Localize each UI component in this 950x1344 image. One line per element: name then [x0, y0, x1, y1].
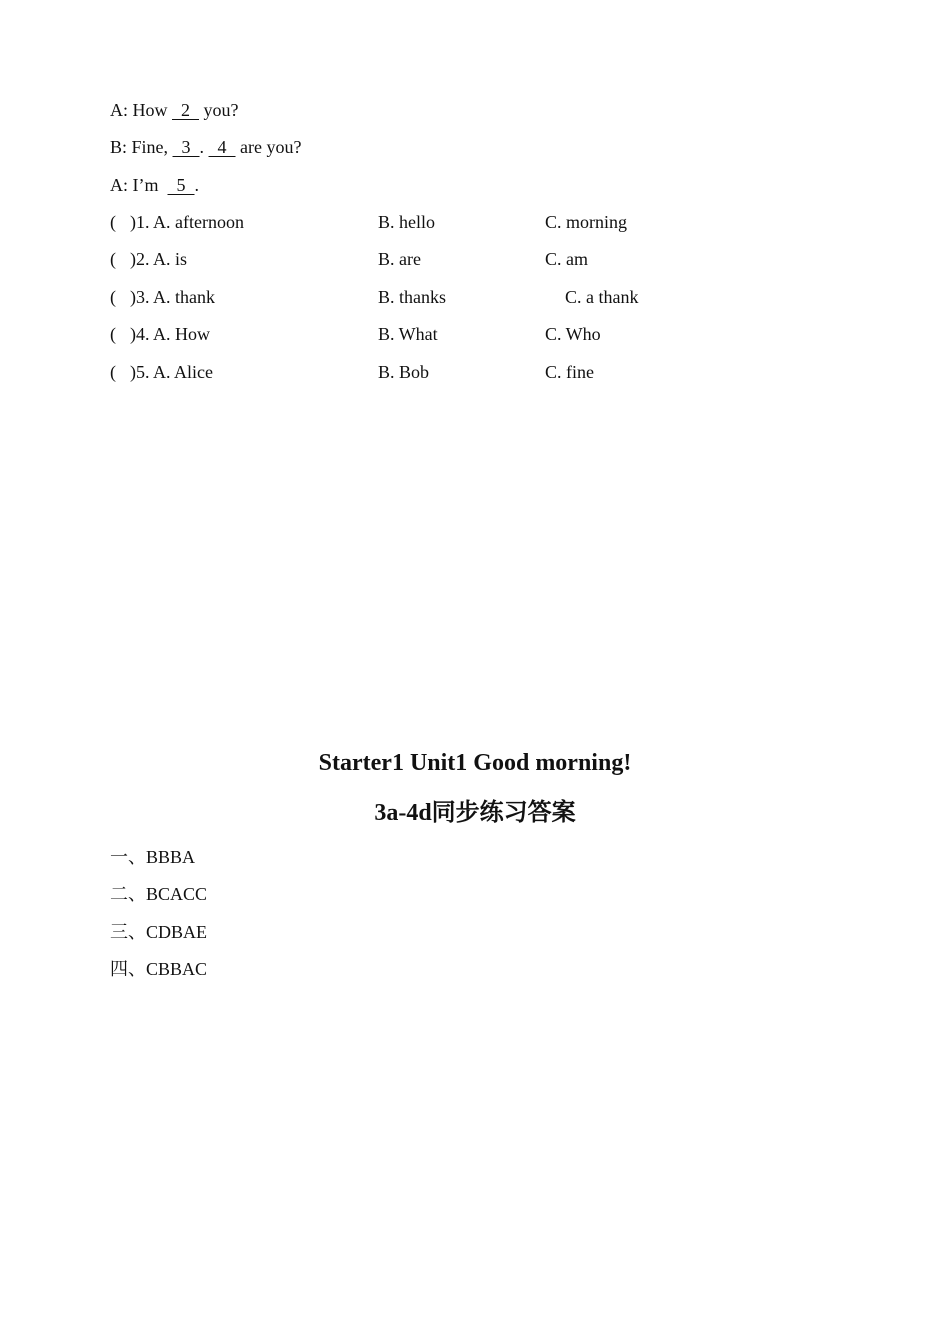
option-a: )4. A. How	[130, 324, 210, 344]
dialogue-line-2	[110, 135, 301, 159]
blank-5: 5	[167, 175, 195, 195]
question-row-4	[110, 322, 750, 346]
option-c: C. morning	[545, 212, 628, 232]
option-b: B. What	[378, 324, 438, 344]
answer-line-1: 一、BBBA	[110, 847, 196, 867]
answer-line-3: 三、CDBAE	[110, 922, 208, 942]
dialogue-text: you?	[199, 100, 239, 120]
question-row-1	[110, 210, 750, 234]
answer-paren: (	[110, 324, 116, 344]
question-row-5	[110, 360, 750, 384]
option-b: B. hello	[378, 212, 435, 232]
dialogue-text: A: I’m	[110, 175, 168, 195]
dialogue-text: A: How	[110, 100, 172, 120]
option-c: C. Who	[545, 324, 601, 344]
answer-line-4: 四、CBBAC	[110, 959, 208, 979]
option-b: B. Bob	[378, 362, 430, 382]
option-b: B. are	[378, 249, 421, 269]
answer-paren: (	[110, 362, 116, 382]
dialogue-line-3	[110, 173, 199, 197]
answer-paren: (	[110, 249, 116, 269]
option-b: B. thanks	[378, 287, 447, 307]
blank-4: 4	[208, 137, 236, 157]
answer-paren: (	[110, 287, 116, 307]
blank-2: 2	[172, 100, 199, 120]
question-row-3	[110, 285, 750, 309]
dialogue-text: .	[199, 137, 209, 157]
option-a: )5. A. Alice	[130, 362, 213, 382]
option-c: C. a thank	[565, 287, 639, 307]
option-c: C. fine	[545, 362, 594, 382]
dialogue-text: B: Fine,	[110, 137, 173, 157]
answer-subtitle: 3a-4d同步练习答案	[374, 800, 576, 826]
dialogue-text: .	[194, 175, 199, 195]
option-a: )1. A. afternoon	[130, 212, 244, 232]
option-a: )2. A. is	[130, 249, 188, 269]
answer-paren: (	[110, 212, 116, 232]
answer-title: Starter1 Unit1 Good morning!	[318, 750, 632, 776]
dialogue-line-1	[110, 98, 239, 122]
option-a: )3. A. thank	[130, 287, 215, 307]
question-row-2	[110, 247, 750, 271]
answer-line-2: 二、BCACC	[110, 884, 208, 904]
option-c: C. am	[545, 249, 588, 269]
dialogue-text: are you?	[235, 137, 302, 157]
blank-3: 3	[172, 137, 200, 157]
